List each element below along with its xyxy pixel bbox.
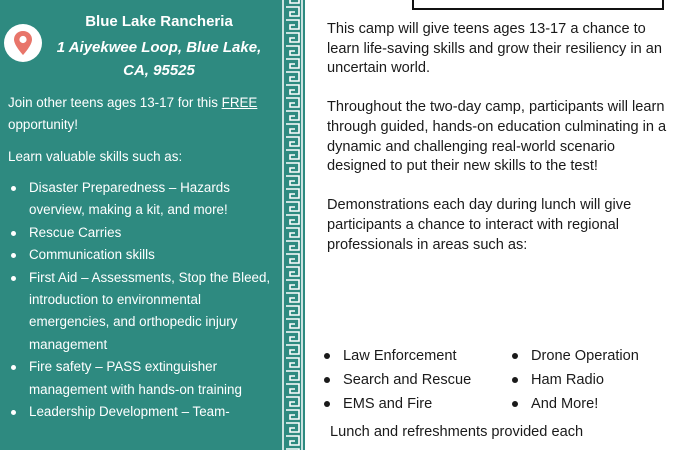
border-motif — [286, 176, 299, 198]
border-motif — [286, 332, 299, 354]
intro-text: Join other teens ages 13-17 for this FREE opportunity! — [8, 95, 258, 132]
skill-item: Rescue Carries — [10, 222, 278, 244]
map-pin-icon — [4, 24, 42, 62]
skill-item: Disaster Preparedness – Hazards overview, making a kit, and more! — [10, 177, 278, 222]
border-motif — [286, 72, 299, 94]
header-frame — [412, 0, 664, 10]
border-motif — [286, 306, 299, 328]
border-motif — [286, 202, 299, 224]
skill-item: Leadership Development – Team- — [10, 401, 278, 423]
area-item: Law Enforcement — [322, 344, 510, 368]
area-item: Drone Operation — [510, 344, 690, 368]
areas-list — [322, 344, 697, 416]
location-name: Blue Lake Rancheria — [85, 13, 233, 30]
border-motif — [286, 150, 299, 172]
border-motif — [286, 436, 299, 450]
skill-item: Fire safety – PASS extinguisher management with hands-on training — [10, 356, 278, 401]
skill-item: First Aid – Assessments, Stop the Bleed, introduction to environmental emergencies, and orthopedic injury management — [10, 267, 278, 357]
description-paragraph: This camp will give teens ages 13-17 a chance to learn life-saving skills and grow their resiliency in an uncertain world. — [327, 21, 662, 77]
skills-list — [10, 177, 278, 423]
border-motif — [286, 280, 299, 302]
border-motif — [286, 20, 299, 42]
area-item: EMS and Fire — [322, 392, 510, 416]
skill-item: Communication skills — [10, 244, 278, 266]
border-motif — [286, 124, 299, 146]
location-address: 1 Aiyekwee Loop, Blue Lake, CA, 95525 — [56, 39, 262, 79]
area-item: And More! — [510, 392, 690, 416]
border-motif — [286, 410, 299, 432]
border-motif — [286, 46, 299, 68]
border-motif — [286, 98, 299, 120]
border-motif — [286, 358, 299, 380]
border-motif — [286, 228, 299, 250]
lunch-text: Lunch and refreshments provided each — [330, 424, 584, 440]
skills-heading: Learn valuable skills such as: — [8, 149, 183, 164]
info-panel — [0, 0, 280, 450]
area-item: Search and Rescue — [322, 368, 510, 392]
free-highlight: FREE — [221, 95, 258, 110]
description-paragraph: Throughout the two-day camp, participants will learn through guided, hands-on education culminating in a dynamic and challenging real-world scenario designed to put their new skills to the test! — [327, 99, 667, 175]
decorative-border — [280, 0, 305, 450]
area-item: Ham Radio — [510, 368, 690, 392]
border-motif — [286, 254, 299, 276]
description-paragraph: Demonstrations each day during lunch will give participants a chance to interact with regional professionals in areas such as: — [327, 197, 632, 253]
border-motif — [286, 0, 299, 16]
border-motif — [286, 384, 299, 406]
camp-description — [327, 20, 677, 275]
